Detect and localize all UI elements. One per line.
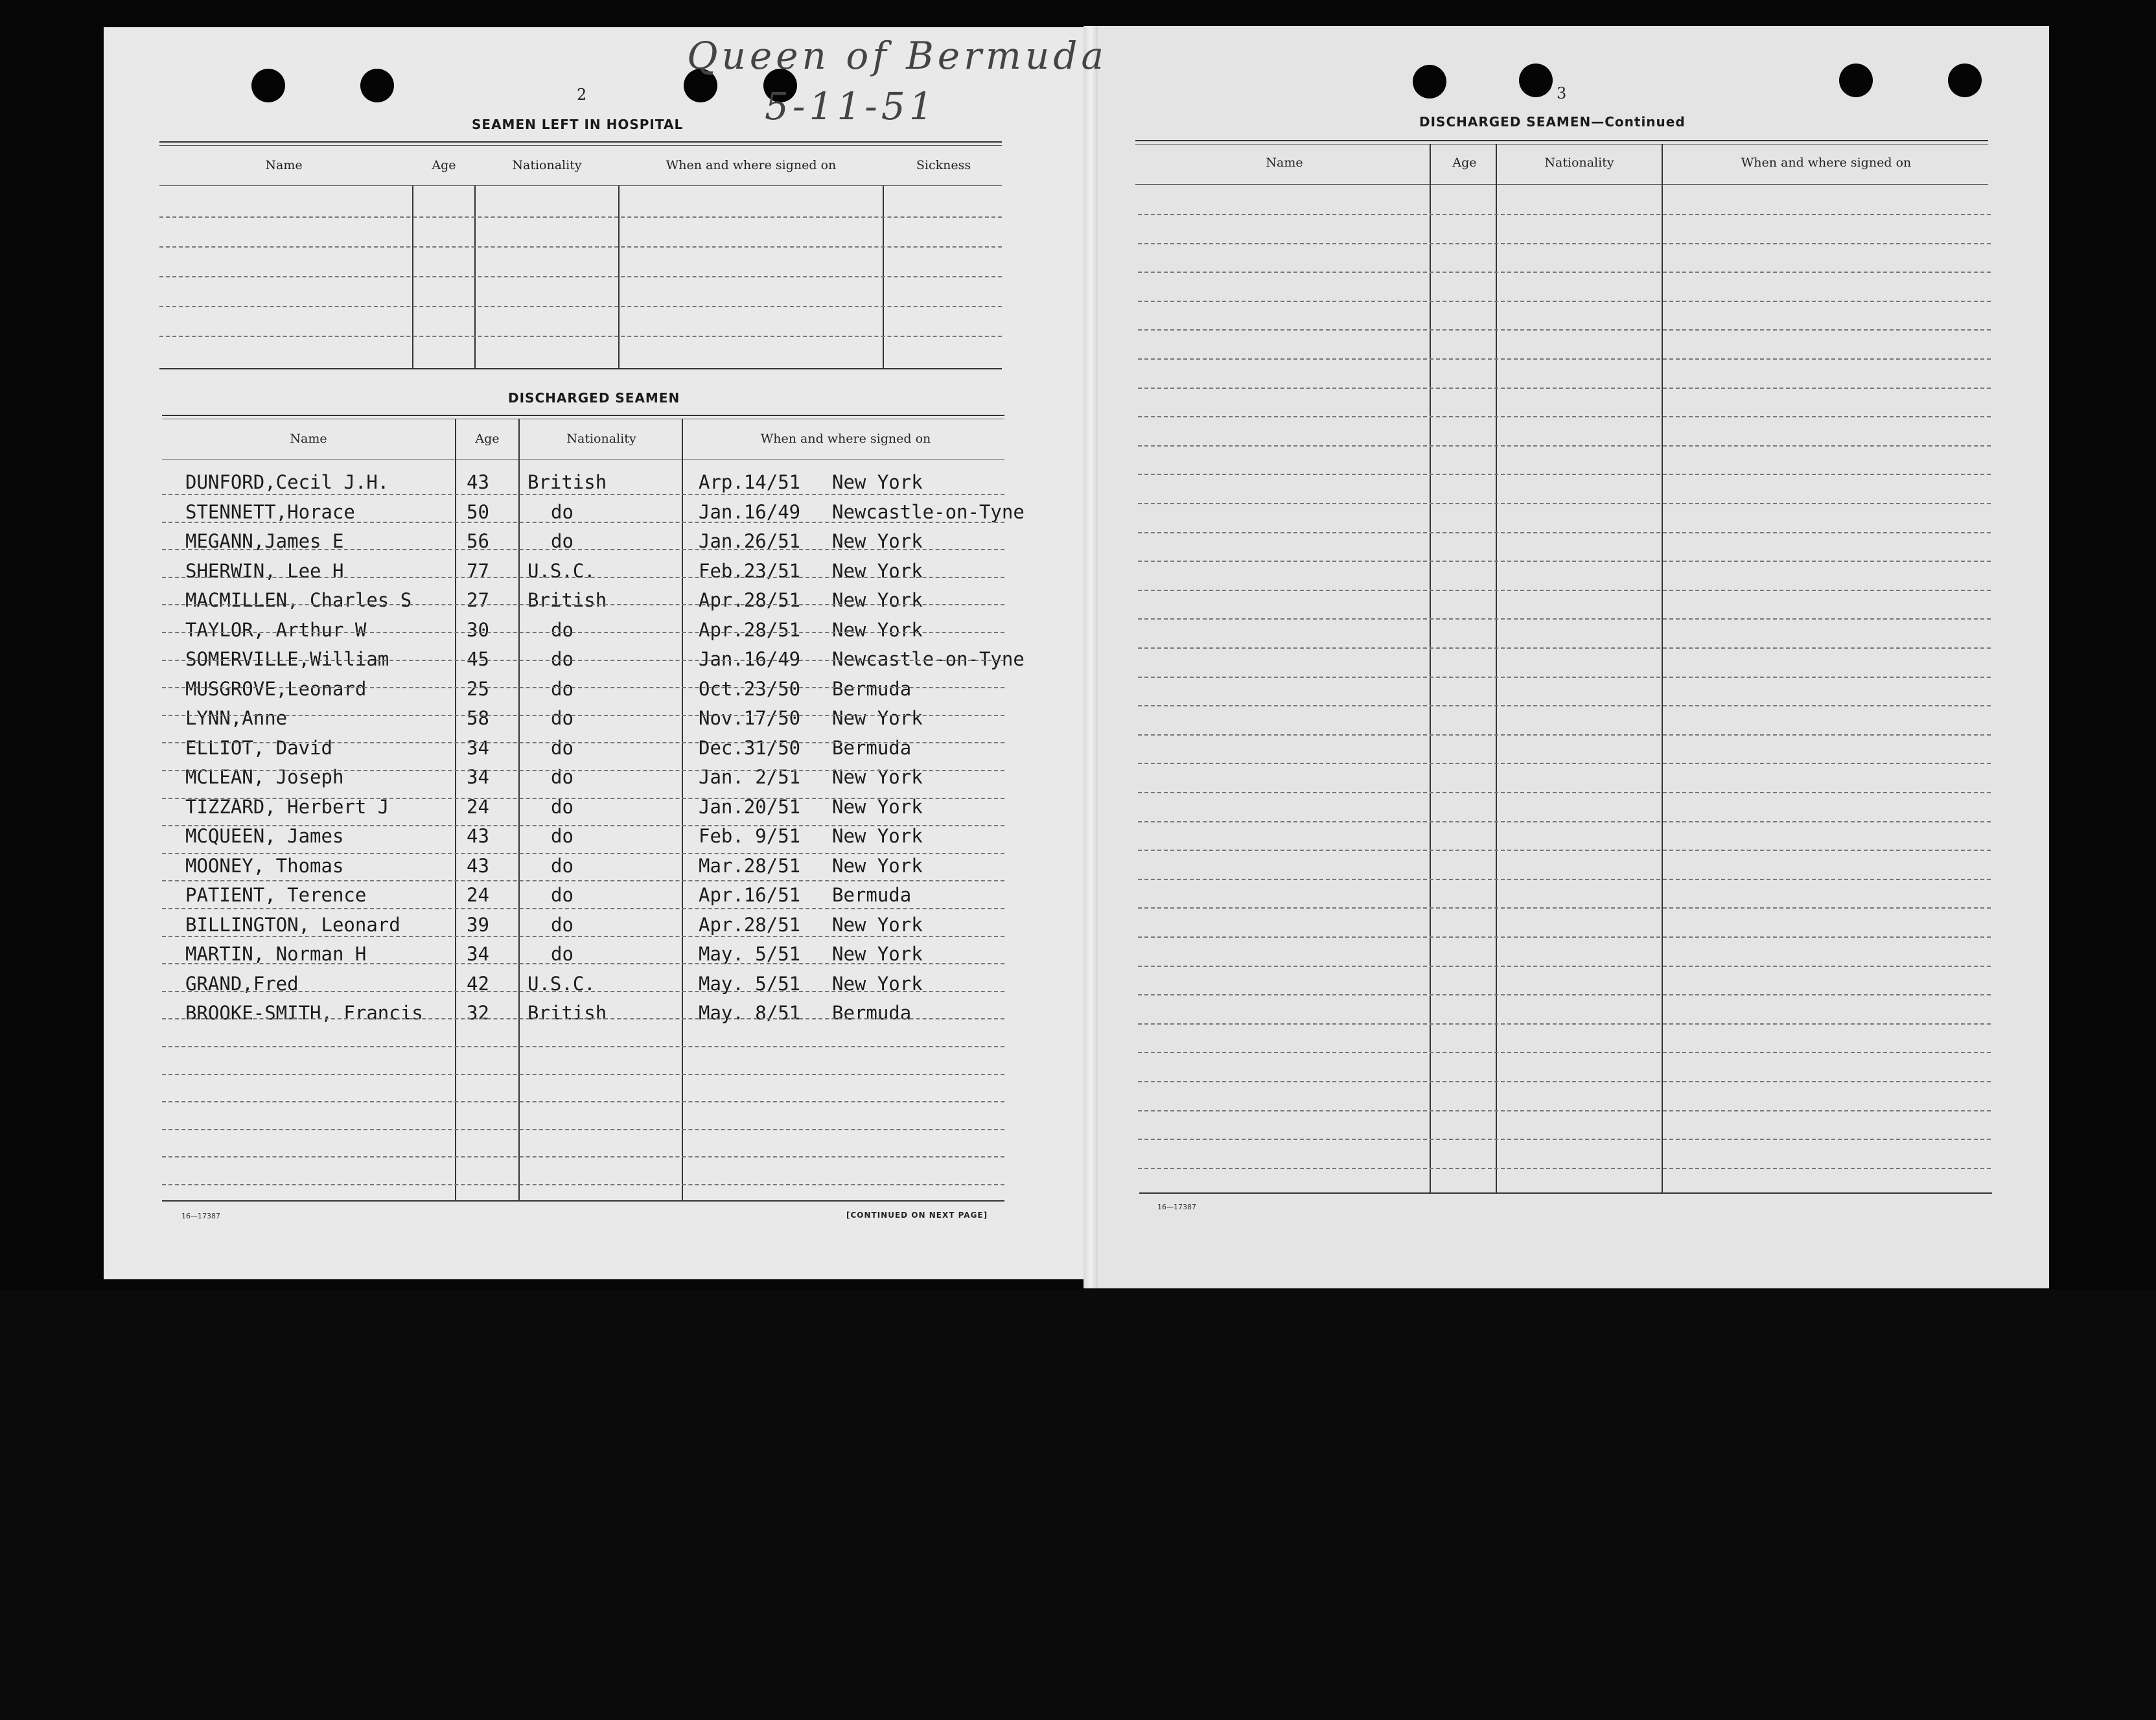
signed-on-place: Bermuda: [832, 736, 912, 759]
seaman-nationality: do: [551, 707, 574, 729]
hospital-col-age: Age: [432, 158, 456, 172]
hospital-col-sickness: Sickness: [916, 158, 971, 172]
seaman-nationality: do: [551, 677, 574, 700]
ruled-line: [1138, 301, 1991, 302]
signed-on-place: New York: [832, 972, 923, 995]
ruled-line: [162, 1101, 1004, 1102]
seaman-nationality: do: [551, 854, 574, 877]
right-page: [1091, 26, 2049, 1288]
seaman-nationality: British: [527, 471, 607, 493]
ruled-line: [162, 798, 1004, 799]
signed-on-date: Jan. 2/51: [699, 766, 801, 788]
seaman-nationality: British: [527, 1002, 607, 1024]
seaman-nationality: do: [551, 943, 574, 965]
right-bottom-rule: [1139, 1192, 1992, 1194]
punch-hole: [251, 69, 285, 102]
signed-on-date: May. 8/51: [699, 1002, 801, 1024]
ruled-line: [1138, 243, 1991, 244]
signed-on-date: Feb. 9/51: [699, 825, 801, 847]
ruled-line: [1138, 1052, 1991, 1053]
seaman-age: 30: [467, 618, 489, 641]
signed-on-date: May. 5/51: [699, 972, 801, 995]
signed-on-date: Feb.23/51: [699, 559, 801, 582]
seaman-nationality: do: [551, 736, 574, 759]
discharged-section-title: DISCHARGED SEAMEN: [508, 390, 680, 406]
seaman-age: 34: [467, 736, 489, 759]
page-fold: [1084, 26, 1098, 1288]
ruled-line: [1138, 503, 1991, 504]
ruled-line: [162, 604, 1004, 605]
signed-on-place: Bermuda: [832, 677, 912, 700]
seaman-name: BILLINGTON, Leonard: [185, 913, 400, 936]
signed-on-date: May. 5/51: [699, 943, 801, 965]
hospital-row-line: [159, 276, 1002, 277]
seaman-name: MARTIN, Norman H: [185, 943, 367, 965]
seaman-nationality: do: [551, 648, 574, 670]
discharged-col-name: Name: [290, 432, 327, 446]
seaman-nationality: do: [551, 825, 574, 847]
ruled-line: [1138, 936, 1991, 938]
seaman-name: SHERWIN, Lee H: [185, 559, 344, 582]
discharged-col-nationality: Nationality: [566, 432, 636, 446]
ruled-line: [162, 742, 1004, 743]
seaman-name: MUSGROVE,Leonard: [185, 677, 367, 700]
ruled-line: [1138, 850, 1991, 851]
ruled-line: [1138, 272, 1991, 273]
seaman-name: DUNFORD,Cecil J.H.: [185, 471, 389, 493]
seaman-nationality: do: [551, 530, 574, 552]
signed-on-place: New York: [832, 707, 923, 729]
hospital-section-title: SEAMEN LEFT IN HOSPITAL: [472, 117, 684, 132]
signed-on-place: New York: [832, 559, 923, 582]
ruled-line: [1138, 647, 1991, 649]
signed-on-date: Nov.17/50: [699, 707, 801, 729]
ruled-line: [162, 908, 1004, 909]
seaman-nationality: U.S.C.: [527, 972, 596, 995]
signed-on-date: Jan.20/51: [699, 795, 801, 818]
ruled-line: [162, 494, 1004, 495]
page-number-right: 3: [1557, 84, 1567, 102]
ruled-line: [1138, 388, 1991, 389]
ruled-line: [1138, 474, 1991, 475]
hospital-col-name: Name: [265, 158, 303, 172]
punch-hole: [1413, 65, 1446, 99]
hospital-col-divider: [883, 185, 884, 369]
ruled-line: [1138, 445, 1991, 447]
seaman-nationality: do: [551, 795, 574, 818]
seaman-age: 58: [467, 707, 489, 729]
seaman-age: 43: [467, 471, 489, 493]
discharged-col-divider: [518, 419, 520, 1200]
hospital-row-line: [159, 306, 1002, 307]
signed-on-place: New York: [832, 471, 923, 493]
signed-on-place: New York: [832, 589, 923, 611]
ruled-line: [162, 853, 1004, 854]
seaman-name: MOONEY, Thomas: [185, 854, 344, 877]
signed-on-date: Arp.14/51: [699, 471, 801, 493]
hospital-row-line: [159, 216, 1002, 218]
hospital-top-rule-2: [159, 145, 1002, 146]
ruled-line: [162, 963, 1004, 964]
signed-on-place: Bermuda: [832, 1002, 912, 1024]
ruled-line: [1138, 907, 1991, 909]
ruled-line: [162, 1156, 1004, 1157]
ruled-line: [162, 991, 1004, 992]
right-header-rule: [1135, 184, 1988, 185]
seaman-age: 50: [467, 500, 489, 523]
ruled-line: [1138, 561, 1991, 562]
ruled-line: [1138, 1081, 1991, 1082]
hospital-col-signed-on: When and where signed on: [666, 158, 837, 172]
seaman-nationality: do: [551, 500, 574, 523]
continued-note: [CONTINUED ON NEXT PAGE]: [846, 1211, 988, 1220]
right-col-nationality: Nationality: [1544, 156, 1614, 170]
seaman-age: 34: [467, 943, 489, 965]
signed-on-place: Bermuda: [832, 884, 912, 906]
seaman-name: MEGANN,James E: [185, 530, 344, 552]
punch-hole: [1948, 64, 1982, 97]
punch-hole: [1839, 64, 1873, 97]
signed-on-date: Jan.16/49: [699, 648, 801, 670]
seaman-age: 34: [467, 766, 489, 788]
seaman-age: 25: [467, 677, 489, 700]
ruled-line: [1138, 1110, 1991, 1111]
seaman-name: ELLIOT, David: [185, 736, 332, 759]
signed-on-place: New York: [832, 943, 923, 965]
seaman-age: 32: [467, 1002, 489, 1024]
seaman-age: 39: [467, 913, 489, 936]
seaman-name: MCLEAN, Joseph: [185, 766, 344, 788]
ruled-line: [162, 1074, 1004, 1075]
signed-on-place: New York: [832, 825, 923, 847]
signed-on-date: Apr.28/51: [699, 589, 801, 611]
ruled-line: [1138, 1139, 1991, 1140]
seaman-nationality: do: [551, 884, 574, 906]
hospital-row-line: [159, 336, 1002, 337]
signed-on-place: New York: [832, 618, 923, 641]
ruled-line: [1138, 1023, 1991, 1025]
signed-on-date: Apr.28/51: [699, 618, 801, 641]
discharged-col-divider: [455, 419, 456, 1200]
hospital-top-rule: [159, 141, 1002, 143]
seaman-name: TAYLOR, Arthur W: [185, 618, 367, 641]
ruled-line: [1138, 416, 1991, 417]
ruled-line: [1138, 994, 1991, 995]
ruled-line: [1138, 618, 1991, 620]
signed-on-date: Oct.23/50: [699, 677, 801, 700]
punch-hole: [360, 69, 394, 102]
ruled-line: [1138, 792, 1991, 793]
ruled-line: [1138, 966, 1991, 967]
ruled-line: [162, 1018, 1004, 1019]
ruled-line: [1138, 532, 1991, 533]
ruled-line: [162, 577, 1004, 578]
ruled-line: [162, 880, 1004, 881]
discharged-col-divider: [682, 419, 683, 1200]
signed-on-place: Newcastle-on-Tyne: [832, 648, 1025, 670]
seaman-age: 45: [467, 648, 489, 670]
seaman-age: 56: [467, 530, 489, 552]
ruled-line: [1138, 734, 1991, 736]
seaman-name: GRAND,Fred: [185, 972, 299, 995]
seaman-nationality: British: [527, 589, 607, 611]
discharged-top-rule: [162, 415, 1004, 416]
seaman-age: 24: [467, 795, 489, 818]
seaman-nationality: do: [551, 766, 574, 788]
ruled-line: [162, 1129, 1004, 1130]
ruled-line: [162, 660, 1004, 661]
seaman-age: 43: [467, 854, 489, 877]
handwritten-date: 5-11-51: [765, 84, 937, 128]
ruled-line: [162, 825, 1004, 826]
continued-section-title: DISCHARGED SEAMEN—Continued: [1419, 114, 1686, 130]
ruled-line: [162, 1046, 1004, 1047]
ruled-line: [1138, 705, 1991, 706]
signed-on-date: Mar.28/51: [699, 854, 801, 877]
background-surface: [0, 1290, 2156, 1720]
signed-on-place: New York: [832, 795, 923, 818]
ruled-line: [162, 1184, 1004, 1185]
seaman-nationality: do: [551, 618, 574, 641]
hospital-col-nationality: Nationality: [512, 158, 582, 172]
ruled-line: [1138, 214, 1991, 215]
hospital-row-line: [159, 246, 1002, 248]
ruled-line: [1138, 879, 1991, 880]
signed-on-place: Newcastle-on-Tyne: [832, 500, 1025, 523]
page-number-left: 2: [577, 86, 587, 104]
ruled-line: [162, 687, 1004, 688]
ruled-line: [1138, 821, 1991, 822]
hospital-bottom-rule: [159, 368, 1002, 369]
seaman-name: BROOKE-SMITH, Francis: [185, 1002, 423, 1024]
hospital-col-divider: [474, 185, 476, 369]
hospital-col-divider: [412, 185, 413, 369]
seaman-age: 77: [467, 559, 489, 582]
discharged-col-signed-on: When and where signed on: [760, 432, 931, 446]
seaman-name: MCQUEEN, James: [185, 825, 344, 847]
ruled-line: [162, 522, 1004, 523]
ruled-line: [162, 715, 1004, 716]
signed-on-place: New York: [832, 530, 923, 552]
signed-on-date: Jan.26/51: [699, 530, 801, 552]
discharged-col-age: Age: [475, 432, 500, 446]
seaman-name: SOMERVILLE,William: [185, 648, 389, 670]
right-col-name: Name: [1266, 156, 1303, 170]
signed-on-date: Dec.31/50: [699, 736, 801, 759]
ruled-line: [1138, 677, 1991, 678]
ruled-line: [1138, 590, 1991, 591]
punch-hole: [1519, 64, 1553, 97]
seaman-age: 24: [467, 884, 489, 906]
hospital-header-rule: [159, 185, 1002, 186]
seaman-name: LYNN,Anne: [185, 707, 288, 729]
right-col-signed-on: When and where signed on: [1741, 156, 1912, 170]
ruled-line: [1138, 1168, 1991, 1169]
seaman-age: 27: [467, 589, 489, 611]
signed-on-place: New York: [832, 854, 923, 877]
ruled-line: [1138, 358, 1991, 360]
seaman-name: STENNETT,Horace: [185, 500, 355, 523]
seaman-nationality: do: [551, 913, 574, 936]
signed-on-date: Apr.16/51: [699, 884, 801, 906]
seaman-name: PATIENT, Terence: [185, 884, 367, 906]
seaman-age: 42: [467, 972, 489, 995]
seaman-name: TIZZARD, Herbert J: [185, 795, 389, 818]
right-top-rule-2: [1135, 144, 1988, 145]
seaman-nationality: U.S.C.: [527, 559, 596, 582]
ruled-line: [1138, 763, 1991, 764]
right-col-age: Age: [1452, 156, 1477, 170]
seaman-age: 43: [467, 825, 489, 847]
signed-on-place: New York: [832, 766, 923, 788]
ruled-line: [162, 632, 1004, 633]
seaman-name: MACMILLEN, Charles S: [185, 589, 412, 611]
discharged-bottom-rule: [162, 1200, 1004, 1202]
form-number-right: 16—17387: [1157, 1203, 1196, 1211]
ruled-line: [162, 549, 1004, 550]
signed-on-date: Jan.16/49: [699, 500, 801, 523]
hospital-col-divider: [618, 185, 620, 369]
handwritten-vessel-name: Queen of Bermuda: [687, 34, 1107, 78]
signed-on-place: New York: [832, 913, 923, 936]
signed-on-date: Apr.28/51: [699, 913, 801, 936]
form-number-left: 16—17387: [181, 1212, 220, 1220]
right-top-rule: [1135, 140, 1988, 141]
ruled-line: [162, 936, 1004, 937]
ruled-line: [162, 770, 1004, 771]
ruled-line: [1138, 329, 1991, 331]
